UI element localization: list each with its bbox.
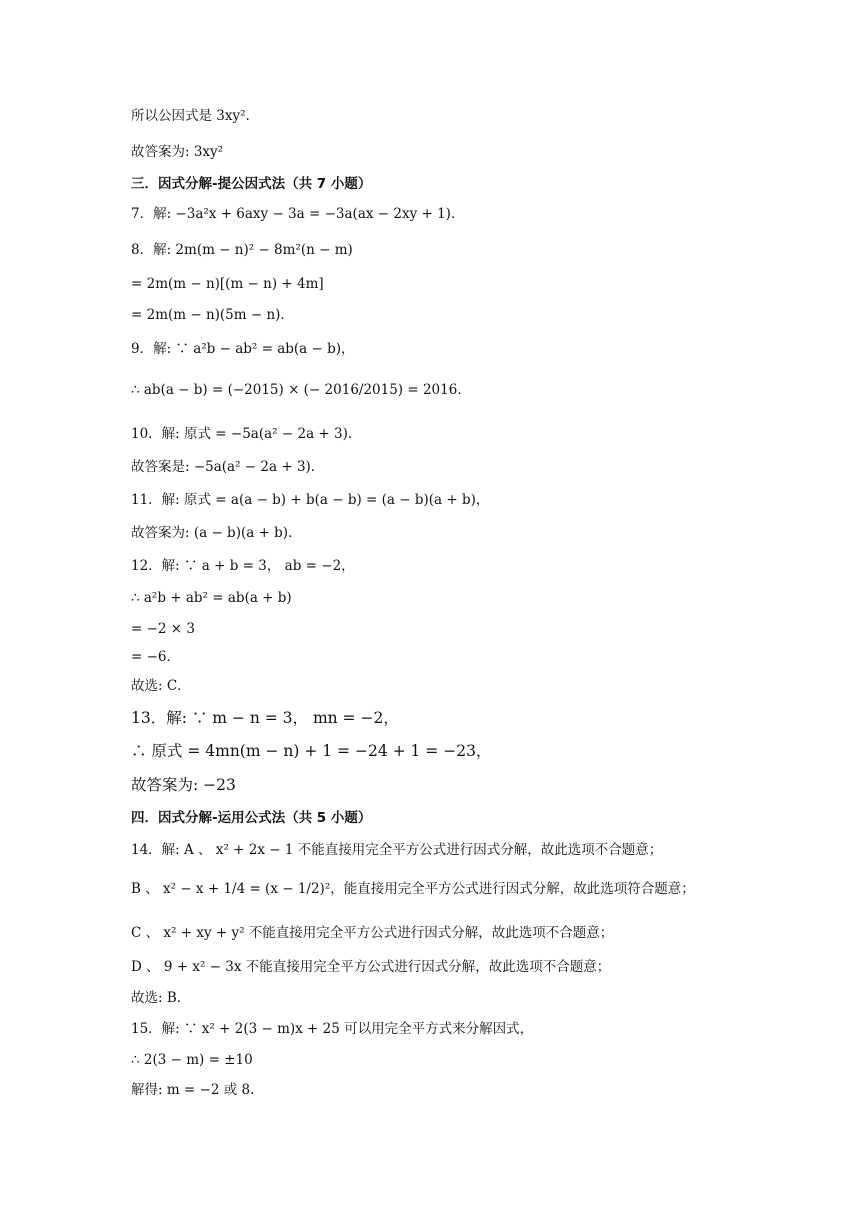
text-line: 12．解: ∵ a + b = 3， ab = −2， xyxy=(131,558,355,574)
text-line: ∴ 2(3 − m) = ±10 xyxy=(131,1052,253,1068)
text-line: 15．解: ∵ x² + 2(3 − m)x + 25 可以用完全平方式来分解因式， xyxy=(131,1021,534,1037)
text-line: ∴ 原式 = 4mn(m − n) + 1 = −24 + 1 = −23， xyxy=(131,742,492,760)
text-line: ∴ a²b + ab² = ab(a + b) xyxy=(131,590,292,606)
text-line: 解得: m = −2 或 8. xyxy=(131,1082,255,1098)
section-heading: 四．因式分解-运用公式法（共 5 小题） xyxy=(131,810,372,826)
text-line: 故答案为: −23 xyxy=(131,776,236,794)
text-line: 11．解: 原式 = a(a − b) + b(a − b) = (a − b)(a + b)， xyxy=(131,492,490,508)
text-line: 故选: C． xyxy=(131,678,191,694)
text-line: = −2 × 3 xyxy=(131,621,195,637)
text-line: 8．解: 2m(m − n)² − 8m²(n − m) xyxy=(131,242,353,258)
text-line: 故答案为: (a − b)(a + b)． xyxy=(131,525,302,541)
text-line: 7．解: −3a²x + 6axy − 3a = −3a(ax − 2xy + 1)． xyxy=(131,206,465,222)
text-line: 故答案为: 3xy² xyxy=(131,144,224,160)
text-line: 故答案是: −5a(a² − 2a + 3)． xyxy=(131,459,325,475)
text-line: 14．解: A 、 x² + 2x − 1 不能直接用完全平方公式进行因式分解，故此选项不合题意； xyxy=(131,842,663,858)
text-line: B 、 x² − x + 1/4 = (x − 1/2)²，能直接用完全平方公式进行因式分解，故此选项符合题意； xyxy=(131,881,695,897)
text-line: 所以公因式是 3xy². xyxy=(131,108,250,124)
section-heading: 三．因式分解-提公因式法（共 7 小题） xyxy=(131,176,372,192)
text-line: 10．解: 原式 = −5a(a² − 2a + 3)． xyxy=(131,426,362,442)
text-line: = 2m(m − n)[(m − n) + 4m] xyxy=(131,276,324,292)
text-line: D 、 9 + x² − 3x 不能直接用完全平方公式进行因式分解，故此选项不合题意； xyxy=(131,959,611,975)
text-line: = −6． xyxy=(131,649,181,665)
text-line: ∴ ab(a − b) = (−2015) × (− 2016/2015) = 2016． xyxy=(131,382,471,398)
text-line: 故选: B． xyxy=(131,990,191,1006)
text-line: C 、 x² + xy + y² 不能直接用完全平方公式进行因式分解，故此选项不合题意； xyxy=(131,925,614,941)
text-line: 13．解: ∵ m − n = 3， mn = −2， xyxy=(131,709,399,727)
text-line: = 2m(m − n)(5m − n)． xyxy=(131,307,294,323)
text-line: 9．解: ∵ a²b − ab² = ab(a − b)， xyxy=(131,341,355,357)
